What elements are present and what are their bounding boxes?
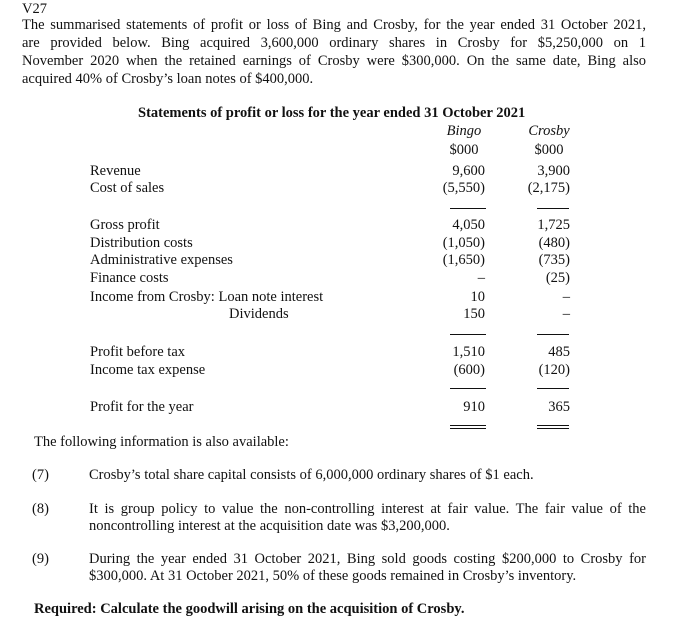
column-unit-crosby: $000 <box>534 142 564 158</box>
note-text: Crosby’s total share capital consists of 6,000,000 ordinary shares of $1 each. <box>89 467 534 483</box>
bing-finance: – <box>477 270 485 286</box>
intro-line: November 2020 when the retained earnings of Crosby were $300,000. On the same date, Bing also <box>22 53 646 69</box>
bing-profit-for-year: 910 <box>463 399 485 415</box>
note-text: noncontrolling interest at the acquisition date was $3,200,000. <box>89 518 450 534</box>
crosby-dividends: – <box>562 306 570 322</box>
crosby-cost-of-sales: (2,175) <box>527 180 570 196</box>
crosby-distribution: (480) <box>538 235 570 251</box>
note-text: During the year ended 31 October 2021, Bing sold goods costing $200,000 to Crosby for <box>89 551 646 567</box>
note-text: It is group policy to value the non-controlling interest at fair value. The fair value of the <box>89 501 646 517</box>
bing-loan-interest: 10 <box>470 289 485 305</box>
row-label-dividends: Dividends <box>229 306 289 322</box>
total-double-rule <box>450 425 486 426</box>
bing-gross-profit: 4,050 <box>452 217 485 233</box>
crosby-loan-interest: – <box>562 289 570 305</box>
intro-line: are provided below. Bing acquired 3,600,000 ordinary shares in Crosby for $5,250,000 on 1 <box>22 35 646 51</box>
crosby-finance: (25) <box>545 270 570 286</box>
column-header-bing: Bingo <box>446 123 482 139</box>
total-double-rule <box>537 428 569 429</box>
crosby-tax: (120) <box>538 362 570 378</box>
row-label-admin: Administrative expenses <box>90 252 233 268</box>
row-label-revenue: Revenue <box>90 163 141 179</box>
bing-pbt: 1,510 <box>452 344 485 360</box>
note-number: (8) <box>32 501 49 517</box>
row-label-tax: Income tax expense <box>90 362 206 378</box>
subtotal-rule <box>537 334 569 335</box>
bing-admin: (1,650) <box>442 252 485 268</box>
statement-title: Statements of profit or loss for the year ended 31 October 2021 <box>138 105 526 121</box>
crosby-profit-for-year: 365 <box>548 399 570 415</box>
intro-line: The summarised statements of profit or loss of Bing and Crosby, for the year ended 31 October 2021, <box>22 17 646 33</box>
row-label-loan-interest: Income from Crosby: Loan note interest <box>90 289 324 305</box>
note-text: $300,000. At 31 October 2021, 50% of these goods remained in Crosby’s inventory. <box>89 568 577 584</box>
bing-distribution: (1,050) <box>442 235 485 251</box>
bing-cost-of-sales: (5,550) <box>442 180 485 196</box>
row-label-finance: Finance costs <box>90 270 169 286</box>
row-label-gross-profit: Gross profit <box>90 217 160 233</box>
bing-dividends: 150 <box>463 306 485 322</box>
total-double-rule <box>537 425 569 426</box>
row-label-profit-for-year: Profit for the year <box>90 399 194 415</box>
note-number: (7) <box>32 467 49 483</box>
bing-revenue: 9,600 <box>452 163 485 179</box>
crosby-admin: (735) <box>538 252 570 268</box>
intro-line: acquired 40% of Crosby’s loan notes of $400,000. <box>22 71 314 87</box>
note-number: (9) <box>32 551 49 567</box>
row-label-cost-of-sales: Cost of sales <box>90 180 165 196</box>
subtotal-rule <box>450 208 486 209</box>
bing-tax: (600) <box>453 362 485 378</box>
column-header-crosby: Crosby <box>528 123 570 139</box>
question-id: V27 <box>22 1 47 17</box>
additional-heading: The following information is also available: <box>34 434 289 450</box>
subtotal-rule <box>450 334 486 335</box>
crosby-pbt: 485 <box>548 344 570 360</box>
subtotal-rule <box>537 388 569 389</box>
total-double-rule <box>450 428 486 429</box>
subtotal-rule <box>450 388 486 389</box>
column-unit-bing: $000 <box>449 142 479 158</box>
row-label-pbt: Profit before tax <box>90 344 186 360</box>
subtotal-rule <box>537 208 569 209</box>
crosby-gross-profit: 1,725 <box>537 217 570 233</box>
required-instruction: Required: Calculate the goodwill arising on the acquisition of Crosby. <box>34 601 465 617</box>
row-label-distribution: Distribution costs <box>90 235 193 251</box>
crosby-revenue: 3,900 <box>537 163 570 179</box>
